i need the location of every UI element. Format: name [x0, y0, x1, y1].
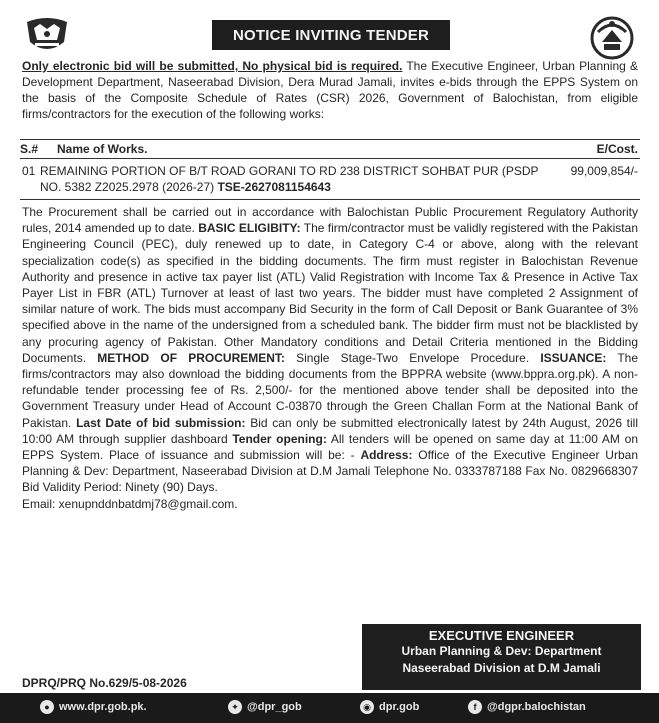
signatory-department: Urban Planning & Dev: Department [401, 644, 602, 658]
terms-text-7: Office of the Executive Engineer Urban Planning & Dev: Department, Naseerabad Division at D.M Jamali Telephone No. 0333787188 Fax No. 0829668307 Bid Validity Period: Ninety (90) Days. [22, 448, 638, 495]
header-estimated-cost: E/Cost. [596, 142, 638, 156]
works-table-header [20, 139, 640, 159]
department-emblem-icon [588, 14, 636, 60]
footer-item-facebook [468, 700, 586, 714]
reference-number: DPRQ/PRQ No.629/5-08-2026 [22, 676, 187, 690]
row-serial: 01 [22, 164, 36, 178]
signatory-title: EXECUTIVE ENGINEER [428, 628, 575, 643]
terms-text-4: The firms/contractors may also download the bidding documents from the BPPRA website (www.bppra.org.pk). A non-refundable tender processing fee of Rs. 2,500/- for the mentioned above tender shall be deposited into the Government Treasury under Head of Account C-03870 through the Green Challan Form at the National Bank of Pakistan. [22, 350, 639, 430]
contact-email: Email: xenupnddnbatdmj78@gmail.com. [22, 496, 238, 511]
terms-paragraph [22, 204, 638, 512]
footer-instagram-text: dpr.gob [379, 701, 420, 713]
tender-opening-heading: Tender opening: [232, 431, 327, 446]
header-serial: S.# [20, 142, 39, 156]
basic-eligibility-heading: BASIC ELIGIBITY: [198, 221, 301, 236]
instagram-icon: ◉ [360, 700, 374, 714]
signature-block [362, 624, 641, 690]
facebook-icon: f [468, 700, 482, 714]
signatory-division: Naseerabad Division at D.M Jamali [402, 661, 601, 675]
table-divider [20, 199, 640, 200]
intro-lead: Only electronic bid will be submitted, No physical bid is required. [22, 59, 403, 73]
row-tse-number: TSE-2627081154643 [217, 180, 331, 194]
method-heading: METHOD OF PROCUREMENT: [97, 350, 285, 365]
terms-text-2: The firm/contractor must be validly registered with the Pakistan Engineering Council (PEC), duly renewed up to date, in Category C-4 or above, along with the relevant specialization code(s) as specified in the bidding documents. The firm must register in Balochistan Revenue Authority and presence in active tax payer list (ATL) Valid Registration with Income Tax & Presence in Active Tax Payer List in FBR (ATL) Turnover at least of last two years. The bidder must have completed 2 Assignment of similar nature of work. The bids must accompany Bid Security in the form of Call Deposit or Bank Guarantee of 3% specified above in the name of the undersigned from a scheduled bank. The bidder firm must not be blacklisted by any procuring agency of Pakistan. Other Mandatory conditions and Detail Criteria mentioned in the Bidding Documents. [22, 221, 638, 365]
twitter-icon: ✦ [228, 700, 242, 714]
footer-item-website [40, 700, 147, 714]
globe-icon: ● [40, 700, 54, 714]
row-work-name [40, 163, 550, 195]
terms-text-3: Single Stage-Two Envelope Procedure. [284, 350, 541, 365]
footer-twitter-text: @dpr_gob [247, 701, 302, 713]
last-date-heading: Last Date of bid submission: [76, 415, 246, 430]
intro-paragraph [22, 58, 638, 122]
issuance-heading: ISSUANCE: [540, 350, 607, 365]
footer-website-text: www.dpr.gob.pk. [59, 701, 147, 713]
footer-facebook-text: @dgpr.balochistan [487, 701, 586, 713]
intro-text: The Executive Engineer, Urban Planning & Development Department, Naseerabad Division, Dera Murad Jamali, invites e-bids through the EPPS System on the basis of the Composite Schedule of Rates (CSR) 2026, Government of Balochistan, from eligible firms/contractors for the execution of the following works: [22, 59, 638, 121]
header-name-of-works: Name of Works. [57, 142, 148, 156]
footer-bar [0, 693, 659, 723]
terms-text-1: The Procurement shall be carried out in accordance with Balochistan Public Procurement Regulatory Authority rules, 2014 amended up to date. [22, 205, 638, 236]
terms-text-5: Bid can only be submitted electronically latest by 24th August, 2026 till 10:00 AM through supplier dashboard [22, 415, 639, 446]
terms-text-6: All tenders will be opened on same day at 11:00 AM on EPPS System. Place of issuance and submission will be: - [22, 431, 638, 463]
row-cost: 99,009,854/- [570, 164, 638, 178]
footer-item-instagram [360, 700, 419, 714]
balochistan-emblem-icon [24, 16, 70, 56]
footer-item-twitter [228, 700, 302, 714]
notice-title: NOTICE INVITING TENDER [212, 20, 450, 50]
address-heading: Address: [360, 448, 413, 463]
row-work-text: REMAINING PORTION OF B/T ROAD GORANI TO RD 238 DISTRICT SOHBAT PUR (PSDP NO. 5382 Z2025.2978 (2026-27) [40, 164, 539, 194]
